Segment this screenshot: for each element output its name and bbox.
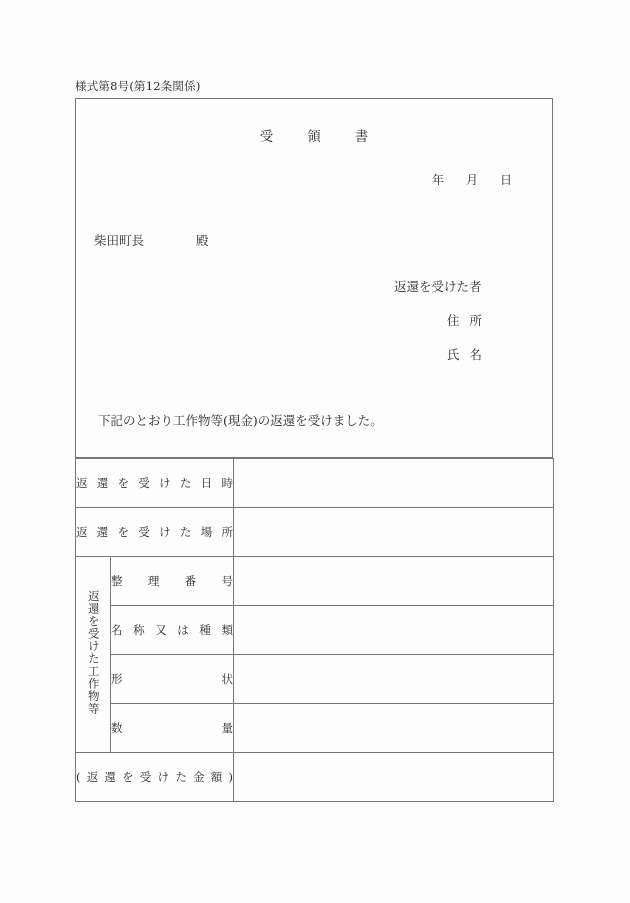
date-line: [410, 171, 534, 188]
table-row-quantity: [76, 704, 554, 753]
value-quantity[interactable]: [234, 704, 554, 753]
upper-panel: [75, 98, 553, 458]
vertical-group-label: [76, 557, 111, 753]
label-name-or-type: 名称又は種類: [111, 606, 234, 655]
value-name-or-type[interactable]: [234, 606, 554, 655]
form-number-caption: 様式第8号(第12条関係): [75, 79, 201, 93]
signer-address-row: [394, 311, 492, 329]
signer-block: [394, 277, 492, 363]
value-amount[interactable]: [234, 753, 554, 802]
label-amount: (返還を受けた金額): [76, 753, 234, 802]
details-table: [75, 458, 554, 802]
document-title: [76, 125, 552, 145]
value-datetime[interactable]: [234, 459, 554, 508]
date-line-text: 年月日: [431, 173, 534, 187]
document-title-text: 受領書: [259, 129, 403, 145]
label-quantity: 数量: [111, 704, 234, 753]
table-row-serial-number: [76, 557, 554, 606]
signer-address-label: 住所: [446, 313, 492, 328]
label-serial-number: 整理番号: [111, 557, 234, 606]
signer-heading: 返還を受けた者: [393, 279, 482, 294]
addressee-honorific: 殿: [195, 233, 209, 248]
signer-name-label: 氏名: [446, 347, 492, 362]
value-serial-number[interactable]: [234, 557, 554, 606]
table-row-amount: [76, 753, 554, 802]
addressee-line: [94, 231, 209, 249]
value-location[interactable]: [234, 508, 554, 557]
table-row-location: [76, 508, 554, 557]
table-row-shape: [76, 655, 554, 704]
value-shape[interactable]: [234, 655, 554, 704]
label-shape: 形状: [111, 655, 234, 704]
label-datetime: 返還を受けた日時: [76, 459, 234, 508]
vertical-group-label-text: 返還を受けた工作物等: [86, 590, 101, 715]
addressee-name: 柴田町長: [94, 233, 145, 248]
label-location: 返還を受けた場所: [76, 508, 234, 557]
table-row-datetime: [76, 459, 554, 508]
statement-text: 下記のとおり工作物等(現金)の返還を受けました。: [98, 413, 383, 428]
signer-name-row: [394, 345, 492, 363]
table-row-name-or-type: [76, 606, 554, 655]
